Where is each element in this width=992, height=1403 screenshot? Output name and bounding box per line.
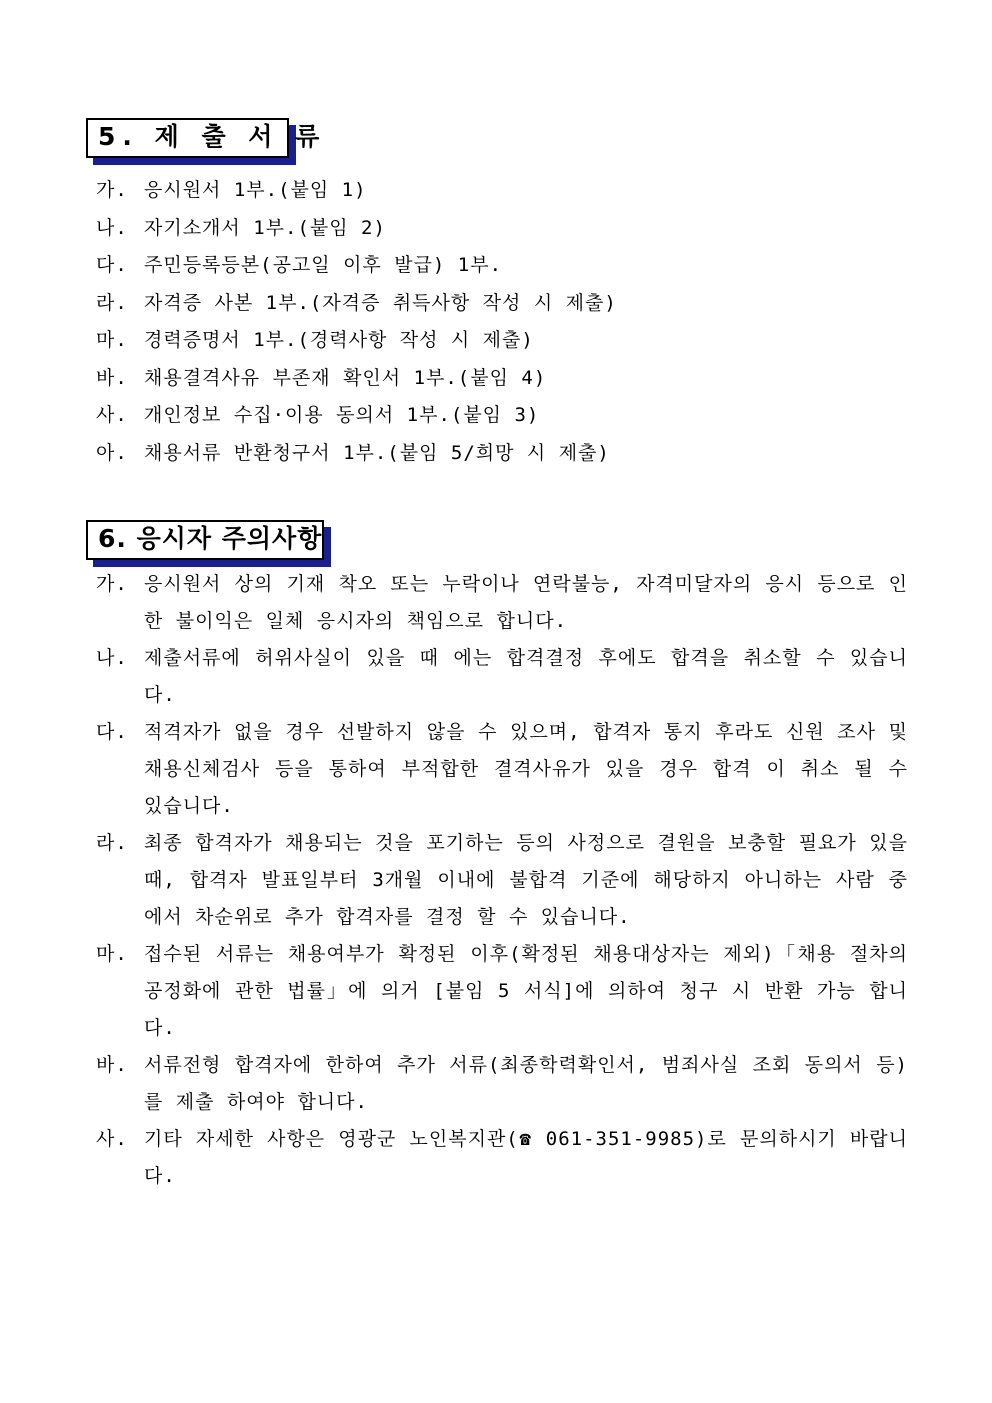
list-item [96, 435, 716, 473]
list-item [96, 397, 716, 435]
item-text: 적격자가 없을 경우 선발하지 않을 수 있으며, 합격자 통지 후라도 신원 조사 및 채용신체검사 등을 통하여 부적합한 결격사유가 있을 경우 합격 이 취소 될 수 있습니다. [144, 721, 908, 817]
item-text: 최종 합격자가 채용되는 것을 포기하는 등의 사정으로 결원을 보충할 필요가 있을 때, 합격자 발표일부터 3개월 이내에 불합격 기준에 해당하지 아니하는 사람 중에서 차순위로 추가 합격자를 결정 할 수 있습니다. [144, 832, 908, 928]
item-marker: 라. [96, 291, 128, 314]
item-text: 채용결격사유 부존재 확인서 1부.(붙임 4) [144, 366, 547, 389]
item-text: 경력증명서 1부.(경력사항 작성 시 제출) [144, 329, 534, 351]
item-marker: 나. [96, 216, 128, 239]
list-item [96, 566, 908, 640]
item-text: 주민등록등본(공고일 이후 발급) 1부. [144, 254, 503, 276]
item-marker: 라. [96, 832, 128, 854]
required-documents-list [96, 172, 716, 472]
list-item [96, 1047, 908, 1121]
list-item [96, 322, 716, 360]
item-marker: 마. [96, 943, 128, 965]
item-text: 자격증 사본 1부.(자격증 취득사항 작성 시 제출) [144, 291, 617, 314]
item-marker: 가. [96, 179, 128, 201]
item-marker: 바. [96, 1054, 128, 1076]
item-marker: 사. [96, 404, 128, 426]
item-marker: 다. [96, 254, 128, 276]
applicant-notes-list [96, 566, 908, 1195]
list-item [96, 1121, 908, 1195]
section-5-title: 5. 제 출 서 류 [86, 118, 289, 158]
item-marker: 마. [96, 329, 128, 351]
list-item [96, 825, 908, 936]
item-marker: 다. [96, 721, 128, 743]
item-text: 서류전형 합격자에 한하여 추가 서류(최종학력확인서, 범죄사실 조회 동의서 등)를 제출 하여야 합니다. [144, 1054, 908, 1113]
item-marker: 사. [96, 1128, 128, 1150]
list-item [96, 714, 908, 825]
item-marker: 바. [96, 366, 128, 389]
item-marker: 아. [96, 441, 128, 464]
list-item [96, 640, 908, 714]
item-text: 제출서류에 허위사실이 있을 때 에는 합격결정 후에도 합격을 취소할 수 있습니다. [144, 647, 908, 706]
list-item [96, 210, 716, 248]
list-item [96, 936, 908, 1047]
item-marker: 가. [96, 573, 128, 595]
item-text: 접수된 서류는 채용여부가 확정된 이후(확정된 채용대상자는 제외)「채용 절차의 공정화에 관한 법률」에 의거 [붙임 5 서식]에 의하여 청구 시 반환 가능 합니다. [144, 943, 908, 1039]
section-6-title: 6. 응시자 주의사항 [86, 520, 324, 560]
item-text: 개인정보 수집·이용 동의서 1부.(붙임 3) [144, 404, 540, 426]
item-text: 채용서류 반환청구서 1부.(붙임 5/희망 시 제출) [144, 441, 610, 464]
list-item [96, 285, 716, 323]
list-item [96, 172, 716, 210]
item-text: 응시원서 1부.(붙임 1) [144, 179, 367, 201]
item-text: 기타 자세한 사항은 영광군 노인복지관(☎ 061-351-9985)로 문의하시기 바랍니다. [144, 1128, 908, 1187]
item-marker: 나. [96, 647, 128, 669]
item-text: 응시원서 상의 기재 착오 또는 누락이나 연락불능, 자격미달자의 응시 등으로 인한 불이익은 일체 응시자의 책임으로 합니다. [144, 573, 908, 632]
list-item [96, 247, 716, 285]
item-text: 자기소개서 1부.(붙임 2) [144, 216, 386, 239]
list-item [96, 360, 716, 398]
